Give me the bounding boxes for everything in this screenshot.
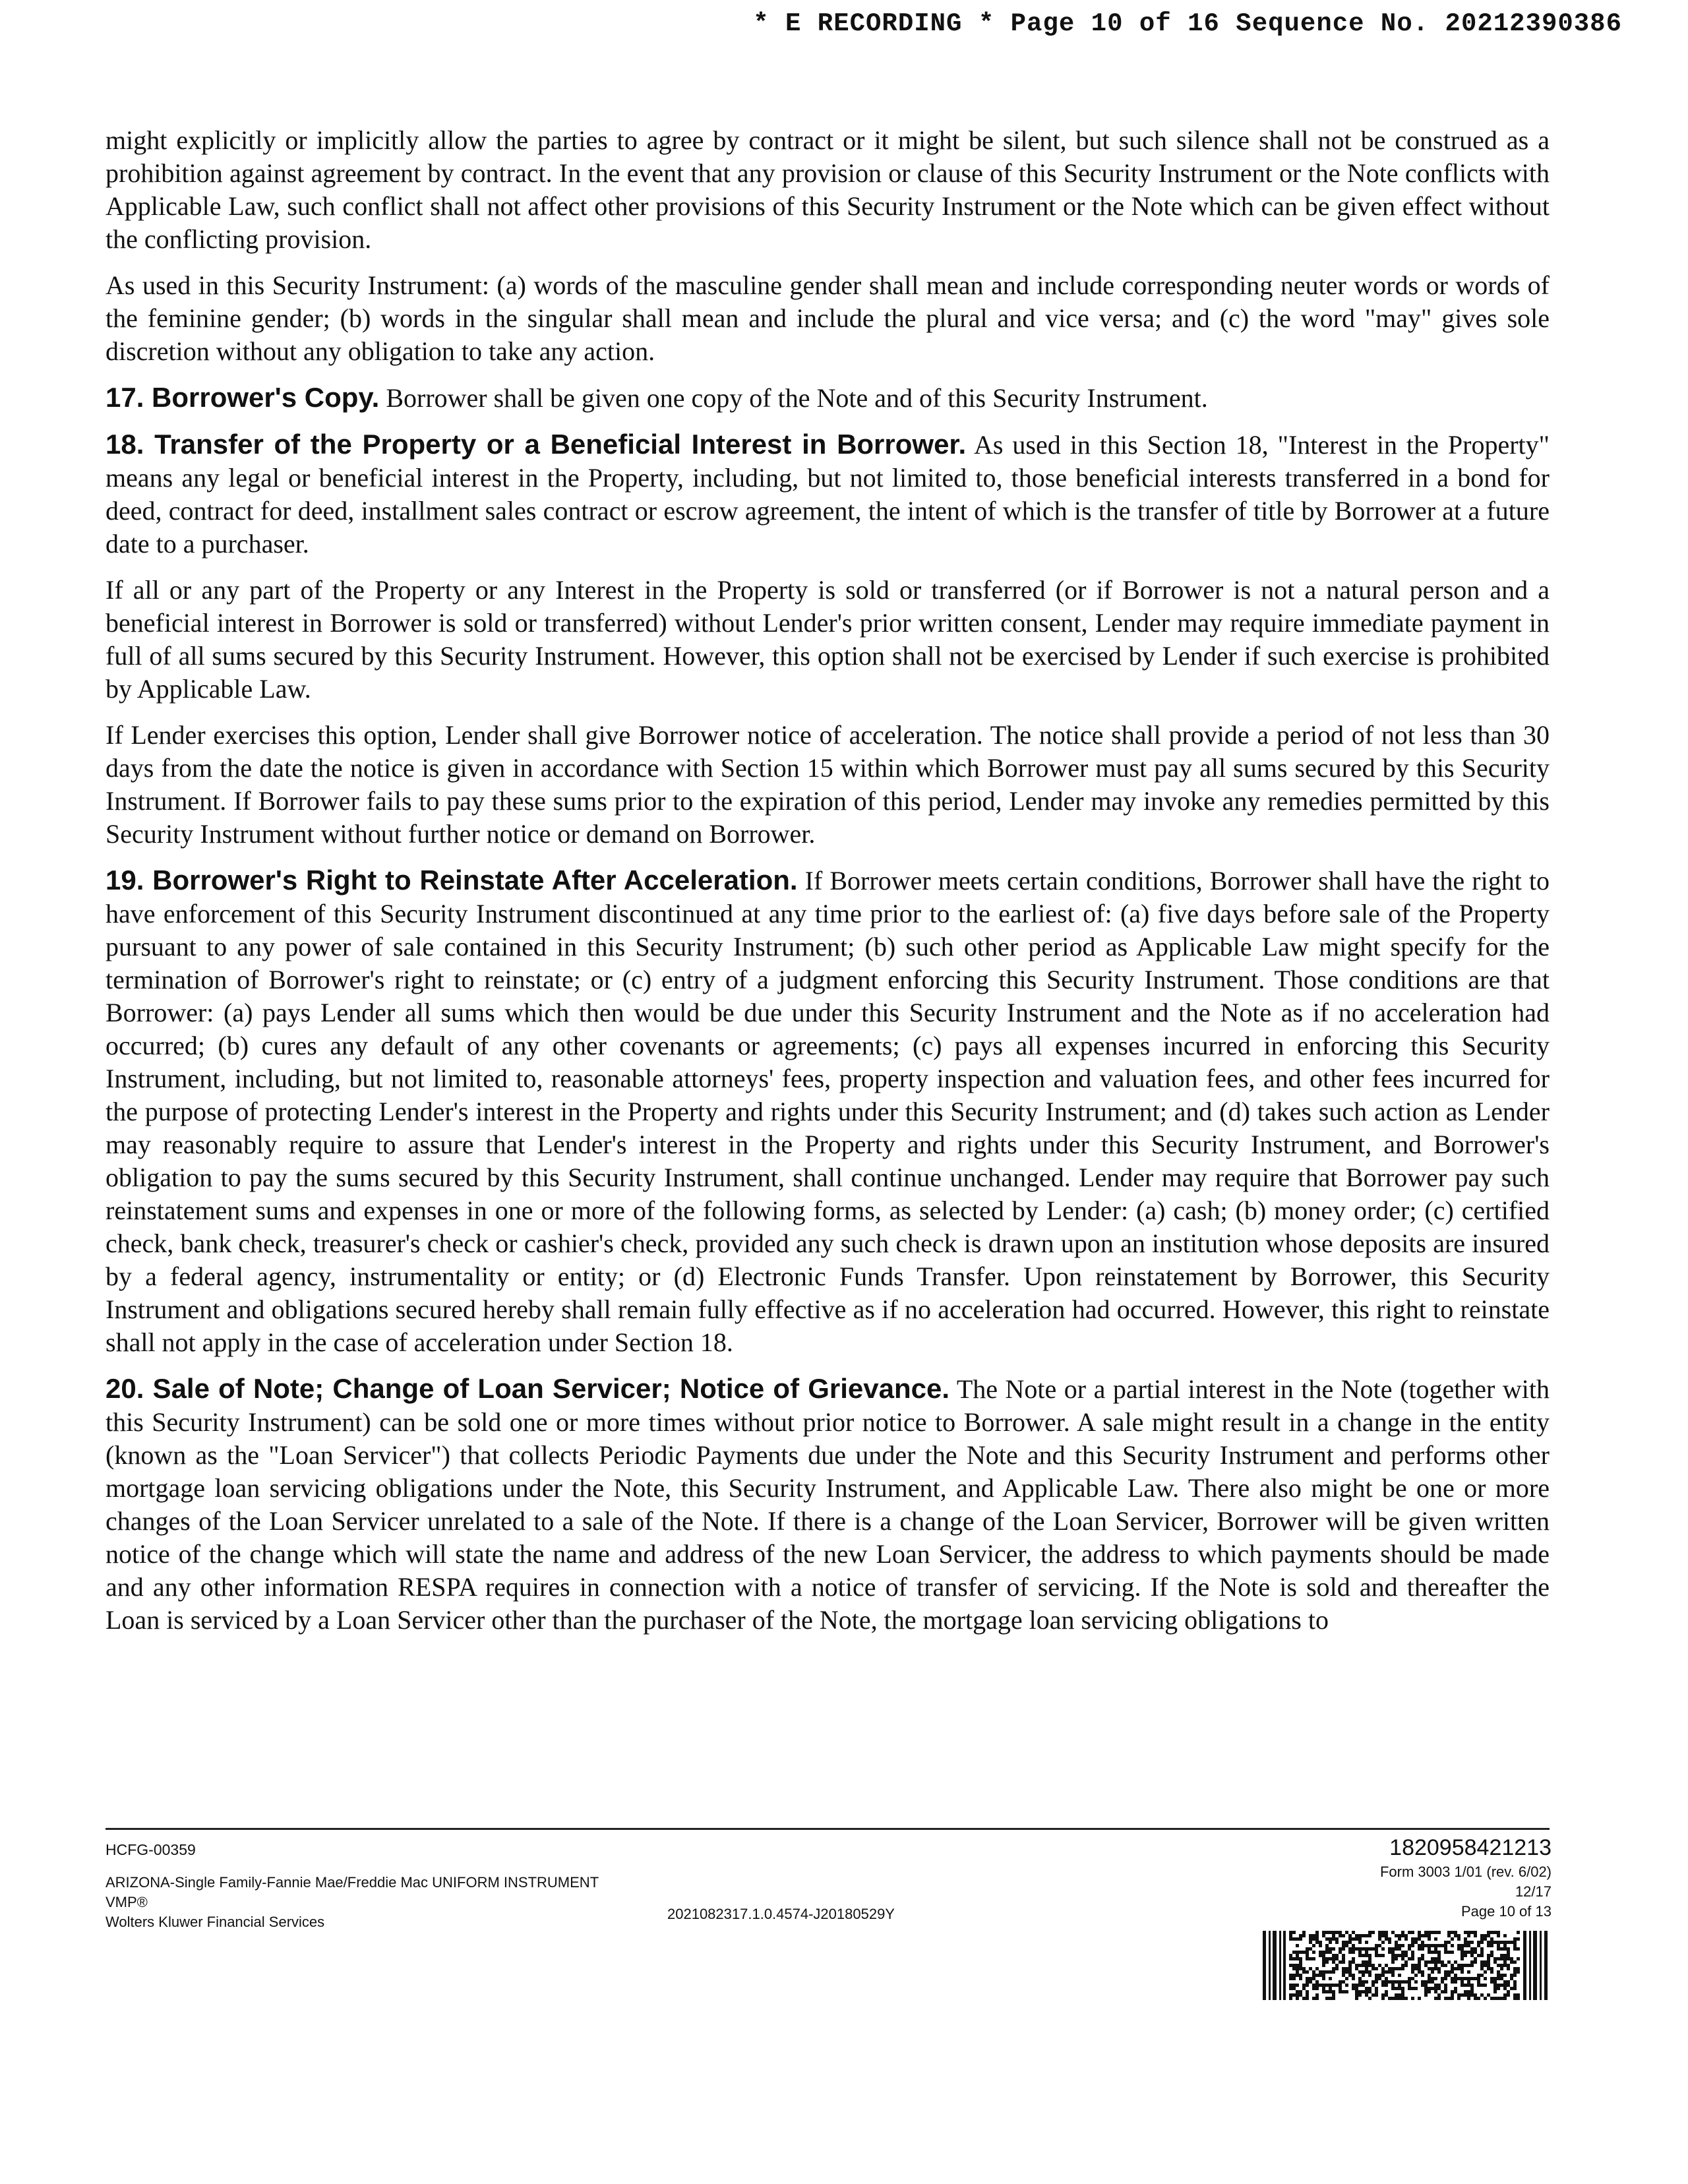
- section-18-paragraph-2: If all or any part of the Property or any Interest in the Property is sold or transferred (or if Borrower is not a natural person and a beneficial interest in Borrower is sold or transferred) without Lender's prior written consent, Lender may require immediate payment in full of all sums secured by this Security Instrument. However, this option shall not be exercised by Lender if such exercise is prohibited by Applicable Law.: [106, 575, 1550, 704]
- section-18-heading: 18. Transfer of the Property or a Beneficial Interest in Borrower.: [106, 429, 967, 460]
- section-17: [106, 381, 1550, 415]
- barcode-icon: [1263, 1931, 1550, 2000]
- section-20-text: The Note or a partial interest in the Note (together with this Security Instrument) can be sold one or more times without prior notice to Borrower. A sale might result in a change in the entity (known as the "Loan Servicer") that collects Periodic Payments due under the Note and this Security Instrument and performs other mortgage loan servicing obligations under the Note, this Security Instrument, and Applicable Law. There also might be one or more changes of the Loan Servicer unrelated to a sale of the Note. If there is a change of the Loan Servicer, Borrower will be given written notice of the change which will state the name and address of the new Loan Servicer, the address to which payments should be made and any other information RESPA requires in connection with a notice of transfer of servicing. If the Note is sold and thereafter the Loan is serviced by a Loan Servicer other than the purchaser of the Note, the mortgage loan servicing obligations to: [106, 1374, 1550, 1635]
- section-18: [106, 428, 1550, 561]
- footer-right-block: [1380, 1835, 1552, 1922]
- section-17-heading: 17. Borrower's Copy.: [106, 382, 380, 413]
- form-title: ARIZONA-Single Family-Fannie Mae/Freddie Mac UNIFORM INSTRUMENT: [106, 1874, 599, 1891]
- section-18-text: As used in this Section 18, "Interest in the Property" means any legal or beneficial interest in the Property, including, but not limited to, those beneficial interests transferred in a bond for deed, contract for deed, installment sales contract or escrow agreement, the intent of which is the transfer of title by Borrower at a future date to a purchaser.: [106, 430, 1550, 559]
- section-18-paragraph-3: If Lender exercises this option, Lender shall give Borrower notice of acceleration. The notice shall provide a period of not less than 30 days from the date the notice is given in accordance with Section 15 within which Borrower must pay all sums secured by this Security Instrument. If Borrower fails to pay these sums prior to the expiration of this period, Lender may invoke any remedies permitted by this Security Instrument without further notice or demand on Borrower.: [106, 720, 1550, 849]
- footer-left-block: [106, 1840, 599, 1932]
- publisher: Wolters Kluwer Financial Services: [106, 1914, 325, 1930]
- section-17-text: Borrower shall be given one copy of the Note and of this Security Instrument.: [386, 383, 1208, 413]
- section-19: [106, 864, 1550, 1359]
- paragraph-continuation-2: As used in this Security Instrument: (a) words of the masculine gender shall mean and include corresponding neuter words or words of the feminine gender; (b) words in the singular shall mean and include the plural and vice versa; and (c) the word "may" gives sole discretion without any obligation to take any action.: [106, 270, 1550, 366]
- footer-divider: [106, 1828, 1550, 1830]
- page-number: Page 10 of 13: [1461, 1903, 1552, 1920]
- paragraph-continuation-1: might explicitly or implicitly allow the parties to agree by contract or it might be silent, but such silence shall not be construed as a prohibition against agreement by contract. In the event that any provision or clause of this Security Instrument or the Note conflicts with Applicable Law, such conflict shall not affect other provisions of this Security Instrument or the Note which can be given effect without the conflicting provision.: [106, 125, 1550, 254]
- form-code: HCFG-00359: [106, 1841, 196, 1858]
- section-19-heading: 19. Borrower's Right to Reinstate After Acceleration.: [106, 864, 798, 895]
- section-20: [106, 1372, 1550, 1637]
- section-20-heading: 20. Sale of Note; Change of Loan Servicer; Notice of Grievance.: [106, 1373, 950, 1404]
- form-number: Form 3003 1/01 (rev. 6/02): [1379, 1864, 1552, 1880]
- form-revision: 12/17: [1515, 1883, 1552, 1900]
- section-19-text: If Borrower meets certain conditions, Borrower shall have the right to have enforcement of this Security Instrument discontinued at any time prior to the earliest of: (a) five days before sale of the Property pursuant to any power of sale contained in this Security Instrument; (b) such other period as Applicable Law might specify for the termination of Borrower's right to reinstate; or (c) entry of a judgment enforcing this Security Instrument. Those conditions are that Borrower: (a) pays Lender all sums which then would be due under this Security Instrument and the Note as if no acceleration had occurred; (b) cures any default of any other covenants or agreements; (c) pays all expenses incurred in enforcing this Security Instrument, including, but not limited to, reasonable attorneys' fees, property inspection and valuation fees, and other fees incurred for the purpose of protecting Lender's interest in the Property and rights under this Security Instrument; and (d) takes such action as Lender may reasonably require to assure that Lender's interest in the Property and rights under this Security Instrument, and Borrower's obligation to pay the sums secured by this Security Instrument, shall continue unchanged. Lender may require that Borrower pay such reinstatement sums and expenses in one or more of the following forms, as selected by Lender: (a) cash; (b) money order; (c) certified check, bank check, treasurer's check or cashier's check, provided any such check is drawn upon an institution whose deposits are insured by a federal agency, instrumentality or entity; or (d) Electronic Funds Transfer. Upon reinstatement by Borrower, this Security Instrument and obligations secured hereby shall remain fully effective as if no acceleration had occurred. However, this right to reinstate shall not apply in the case of acceleration under Section 18.: [106, 866, 1550, 1357]
- document-body: [106, 124, 1550, 1650]
- loan-number: 1820958421213: [1389, 1835, 1552, 1860]
- recording-header: * E RECORDING * Page 10 of 16 Sequence No. 20212390386: [753, 9, 1622, 38]
- vmp-label: VMP®: [106, 1894, 148, 1910]
- document-id: 2021082317.1.0.4574-J20180529Y: [667, 1906, 895, 1922]
